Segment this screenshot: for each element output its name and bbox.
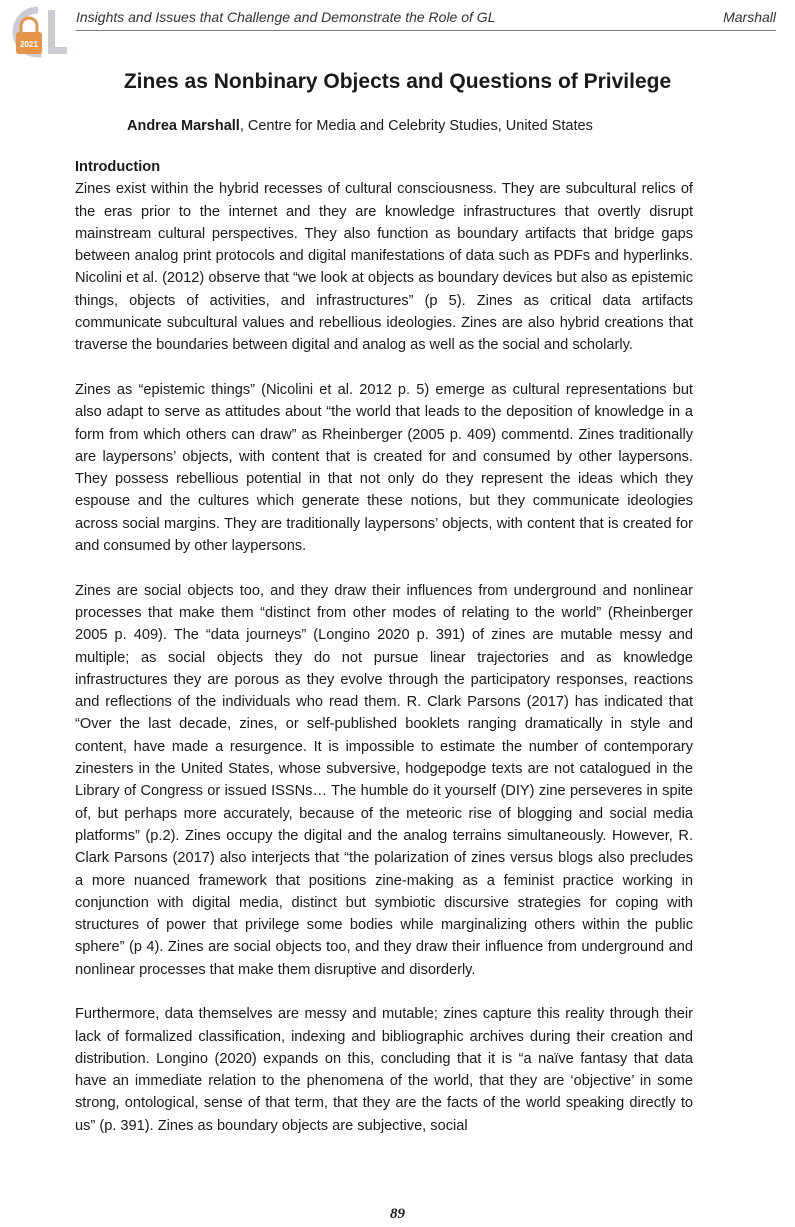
section-heading: Introduction	[75, 159, 161, 175]
author-affiliation: , Centre for Media and Celebrity Studies, United States	[239, 118, 593, 134]
paper-title: Zines as Nonbinary Objects and Questions of Privilege	[123, 70, 672, 93]
running-header	[76, 8, 776, 31]
paper-body	[75, 156, 693, 1159]
author-line	[127, 118, 593, 134]
header-journal-title: Insights and Issues that Challenge and Demonstrate the Role of GL	[76, 9, 496, 25]
author-name: Andrea Marshall	[127, 118, 240, 134]
paragraph-3: Zines are social objects too, and they draw their influences from underground and nonlinear processes that make them “distinct from other modes of relating to the world” (Rheinberger 2005 p. 409). The “data journeys” (Longino 2020 p. 391) of zines are mutable messy and multiple; as social objects they do not pursue linear trajectories and as knowledge infrastructures they are porous as they evolve through the participatory responses, reactions and reflections of the individuals who read them. R. Clark Parsons (2017) has indicated that “Over the last decade, zines, or self-published booklets ranging dramatically in style and content, have made a resurgence. It is impossible to estimate the number of contemporary zinesters in the United States, whose subversive, hodgepodge texts are not catalogued in the Library of Congress or issued ISSNs… The humble do it yourself (DIY) zine perseveres in spite of, but perhaps more accurately, because of the meteoric rise of blogging and social media platforms” (p.2). Zines occupy the digital and the analog terrains simultaneously. However, R. Clark Parsons (2017) also interjects that “the polarization of zines versus blogs also precludes a more nuanced framework that positions zine-making as a feminist practice working in conjunction with digital media, distinct but symbiotic discursive strategies for coping with structures of power that privilege some bodies while marginalizing others within the public sphere” (p 4). Zines are social objects too, and they draw their influence from underground and nonlinear processes that make them disruptive and disorderly.	[75, 582, 693, 978]
paragraph-2: Zines as “epistemic things” (Nicolini et al. 2012 p. 5) emerge as cultural representations but also adapt to serve as attitudes about “the world that leads to the deposition of knowledge in a form from which others can draw” as Rheinberger (2005 p. 409) commentd. Zines traditionally are laypersons’ objects, with content that is created for and consumed by other laypersons. They possess rebellious potential in that not only do they represent the ideas which they espouse and the cultures which generate these notions, but they communicate ideologies across social margins. They are traditionally laypersons’ objects, with content that is created for and consumed by other laypersons.	[75, 381, 693, 555]
paragraph-4: Furthermore, data themselves are messy and mutable; zines capture this reality through their lack of formalized classification, indexing and bibliographic archives during their creation and distribution. Longino (2020) expands on this, concluding that it is “a naïve fantasy that data have an immediate relation to the phenomena of the world, that they are ‘objective’ in some strong, ontological, sense of that term, that they are the facts of the world speaking directly to us” (p. 391). Zines as boundary objects are subjective, social	[75, 1006, 693, 1134]
gl-conference-logo	[8, 6, 68, 58]
page-number: 89	[390, 1206, 405, 1222]
header-author: Marshall	[723, 9, 776, 25]
paragraph-1: Zines exist within the hybrid recesses of cultural consciousness. They are subcultural relics of the eras prior to the internet and they are knowledge infrastructures that overtly disrupt mainstream cultural perspectives. They also function as boundary artifacts that bridge gaps between analog print protocols and digital manifestations of data such as PDFs and hyperlinks. Nicolini et al. (2012) observe that “we look at objects as boundary devices but also as epistemic things, objects of activities, and infrastructures” (p 5). Zines as critical data artifacts communicate subcultural values and rebellious ideologies. Zines are also hybrid creations that traverse the boundaries between digital and analog as well as the social and scholarly.	[75, 181, 693, 354]
logo-year: 2021	[20, 40, 38, 49]
